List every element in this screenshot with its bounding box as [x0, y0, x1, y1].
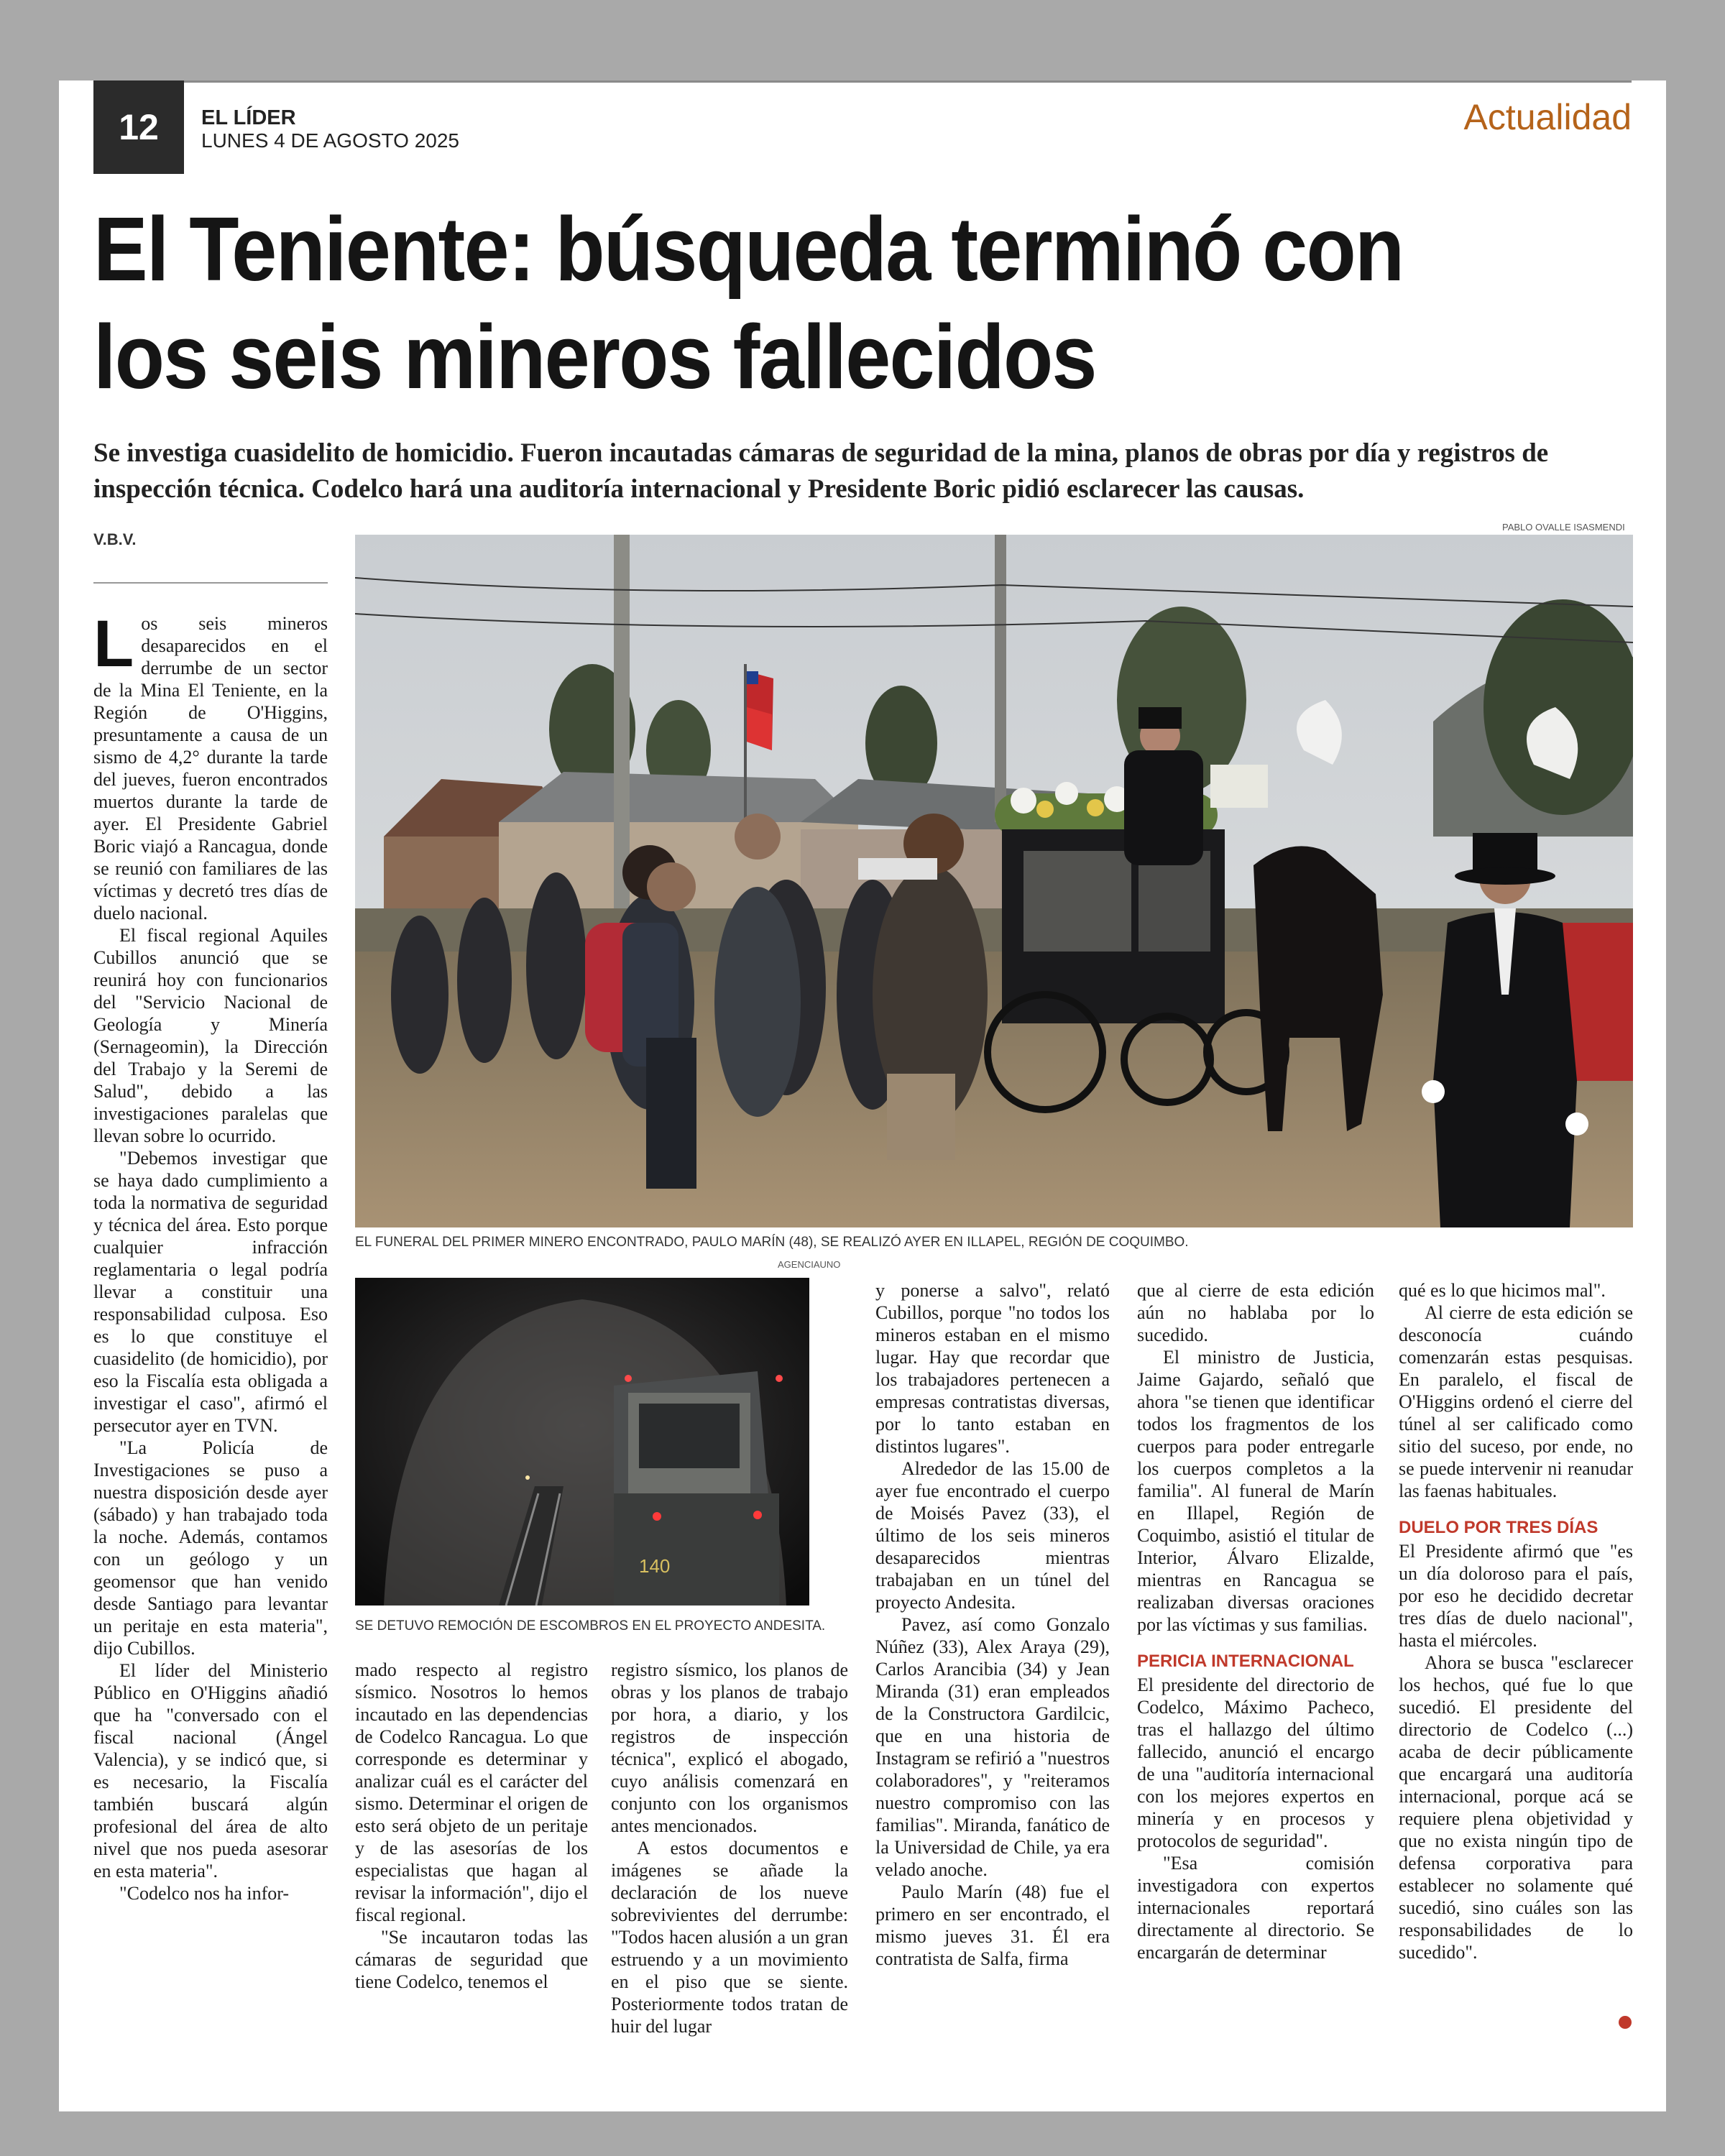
paragraph: El ministro de Justicia, Jaime Gajardo, señaló que ahora "se tienen que identificar todos los fragmentos de los cuerpos para poder entregarle los cuerpos completos a la familia". Al funeral de Marín en Illapel, Región de Coquimbo, asistió el titular de Interior, Álvaro Elizalde, mientras en Rancagua se realizaban diversas oraciones por las víctimas y sus familias. [1137, 1347, 1374, 1635]
issue-date: LUNES 4 DE AGOSTO 2025 [201, 129, 459, 152]
photo-caption: SE DETUVO REMOCIÓN DE ESCOMBROS EN EL PROYECTO ANDESITA. [355, 1618, 826, 1634]
paragraph: qué es lo que hicimos mal". [1399, 1280, 1606, 1301]
photo-credit: PABLO OVALLE ISASMENDI [1502, 522, 1625, 533]
paragraph: "Codelco nos ha infor- [119, 1883, 290, 1904]
subheading-pericia: PERICIA INTERNACIONAL [1137, 1651, 1354, 1671]
newspaper-name: EL LÍDER [201, 106, 296, 129]
photo-credit: AGENCIAUNO [778, 1259, 841, 1270]
paragraph: Ahora se busca "esclarecer los hechos, qué fue lo que sucedió. El presidente del directorio de Codelco (...) acaba de decir públicamente que encargará una auditoría internacional, porque acá se requiere plena objetividad y que no exista ningún tipo de defensa corporativa para establecer no solamente qué sucedió, sino cuáles son las responsabilidades de lo sucedido". [1399, 1652, 1633, 1963]
paragraph: El presidente del directorio de Codelco, Máximo Pacheco, tras el hallazgo del último fallecido, anunció el encargo de una "auditoría internacional con los mejores expertos en minería y en procesos y protocolos de seguridad". [1137, 1674, 1374, 1851]
header-rule [93, 80, 1632, 83]
paragraph: Pavez, así como Gonzalo Núñez (33), Alex Araya (29), Carlos Arancibia (34) y Jean Miranda (31) eran empleados de la Constructora Gardilcic, que en una historia de Instagram se refirió a "nuestros colaboradores", y "reiteramos nuestro compromiso con las familias". Miranda, fanático de la Universidad de Chile, ya era velado anoche. [875, 1614, 1110, 1880]
article-headline: El Teniente: búsqueda terminó con los seis mineros fallecidos [93, 198, 1404, 407]
paragraph: El fiscal regional Aquiles Cubillos anunció que se reunirá hoy con funcionarios del "Servicio Nacional de Geología y Minería (Sernageomin), la Dirección del Trabajo y la Seremi de Salud", debido a las investigaciones paralelas que llevan sobre lo ocurrido. [93, 925, 328, 1146]
paragraph: Paulo Marín (48) fue el primero en ser encontrado, el mismo jueves 31. Él era contratista de Salfa, firma [875, 1881, 1110, 1969]
paragraph: "Se incautaron todas las cámaras de seguridad que tiene Codelco, tenemos el [355, 1927, 588, 1992]
paragraph: "Debemos investigar que se haya dado cumplimiento a toda la normativa de seguridad y técnica del área. Esto porque cualquier infracción reglamentaria o legal podría llevar a constituir una responsabilidad culposa. Eso es lo que constituye el cuasidelito (de homicidio), por eso la Fiscalía esta obligada a investigar el caso", afirmó el persecutor ayer en TVN. [93, 1148, 328, 1436]
article-deck: Se investiga cuasidelito de homicidio. Fueron incautadas cámaras de seguridad de la mina, planos de obras por día y registros de inspección técnica. Codelco hará una auditoría internacional y Presidente Boric pidió esclarecer las causas. [93, 438, 1549, 504]
paragraph: registro sísmico, los planos de obras y los planos de trabajo por hora, a diario, y los registros de inspección técnica", explicó el abogado, cuyo análisis comenzará en conjunto con los organismos antes mencionados. [611, 1659, 848, 1836]
section-label: Actualidad [1463, 97, 1632, 137]
byline: V.B.V. [93, 530, 137, 548]
paragraph: A estos documentos e imágenes se añade la declaración de los nueve sobrevivientes del derrumbe: "Todos hacen alusión a un gran estruendo y a un movimiento en el piso que se siente. Posteriormente todos tratan de huir del lugar [611, 1838, 848, 2037]
funeral-photo [355, 535, 1633, 1227]
article-column-3 [611, 1659, 848, 2061]
article-column-4 [875, 1279, 1110, 2063]
paragraph: que al cierre de esta edición aún no hablaba por lo sucedido. [1137, 1280, 1374, 1345]
train-number: 140 [639, 1555, 671, 1577]
article-column-6 [1399, 1279, 1633, 2063]
paragraph: El Presidente afirmó que "es un día doloroso para el país, por eso he decidido decretar tres días de duelo nacional", hasta el miércoles. [1399, 1541, 1633, 1651]
paragraph: os seis mineros desaparecidos en el derrumbe de un sector de la Mina El Teniente, en la Región de O'Higgins, presuntamente a causa de un sismo de 4,2° durante la tarde del jueves, fueron encontrados muertos durante la tarde de ayer. El Presidente Gabriel Boric viajó a Rancagua, donde se reunió con familiares de las víctimas y decretó tres días de duelo nacional. [93, 613, 328, 923]
byline-divider [93, 582, 328, 584]
paragraph: Alrededor de las 15.00 de ayer fue encontrado el cuerpo de Moisés Pavez (33), el último de los seis mineros desaparecidos mientras trabajaban en un túnel del proyecto Andesita. [875, 1458, 1110, 1613]
subheading-duelo: DUELO POR TRES DÍAS [1399, 1518, 1598, 1537]
drop-cap: L [93, 612, 134, 681]
tunnel-photo [355, 1278, 809, 1606]
article-column-1 [93, 612, 328, 2050]
paragraph: "La Policía de Investigaciones se puso a nuestra disposición desde ayer (sábado) y han trabajado toda la noche. Además, contamos con un geólogo y un geomensor que han venido desde Santiago para levantar un peritaje en esta materia", dijo Cubillos. [93, 1437, 328, 1659]
article-column-5 [1137, 1279, 1374, 2063]
paragraph: y ponerse a salvo", relató Cubillos, porque "no todos los mineros estaban en el mismo lugar. Hay que recordar que los trabajadores pertenecen a empresas contratistas diversas, por lo tanto estaban en distintos lugares". [875, 1280, 1110, 1457]
paragraph: Al cierre de esta edición se desconocía cuándo comenzarán estas pesquisas. En paralelo, el fiscal de O'Higgins ordenó el cierre del túnel al ser calificado como sitio del suceso, por ende, no se puede intervenir ni reanudar las faenas habituales. [1399, 1302, 1633, 1501]
photo-caption: EL FUNERAL DEL PRIMER MINERO ENCONTRADO, PAULO MARÍN (48), SE REALIZÓ AYER EN ILLAPEL, REGIÓN DE COQUIMBO. [355, 1235, 1189, 1250]
page-number: 12 [93, 80, 184, 174]
end-of-article-icon [1619, 2016, 1632, 2029]
paragraph: El líder del Ministerio Público en O'Higgins añadió que ha "conversado con el fiscal nacional (Ángel Valencia), y se indicó que, si es necesario, la Fiscalía también buscará algún profesional del área de alto nivel que nos pueda asesorar en esta materia". [93, 1660, 328, 1881]
paragraph: "Esa comisión investigadora con expertos internacionales reportará directamente al directorio. Se encargarán de determinar [1137, 1853, 1374, 1963]
paragraph: mado respecto al registro sísmico. Nosotros lo hemos incautado en las dependencias de Codelco Rancagua. Lo que corresponde es determinar y analizar cuál es el carácter del sismo. Determinar el origen de esto será objeto de un peritaje y de las asesorías de los especialistas que hagan al revisar la información", dijo el fiscal regional. [355, 1659, 588, 1925]
article-column-2 [355, 1659, 588, 2061]
